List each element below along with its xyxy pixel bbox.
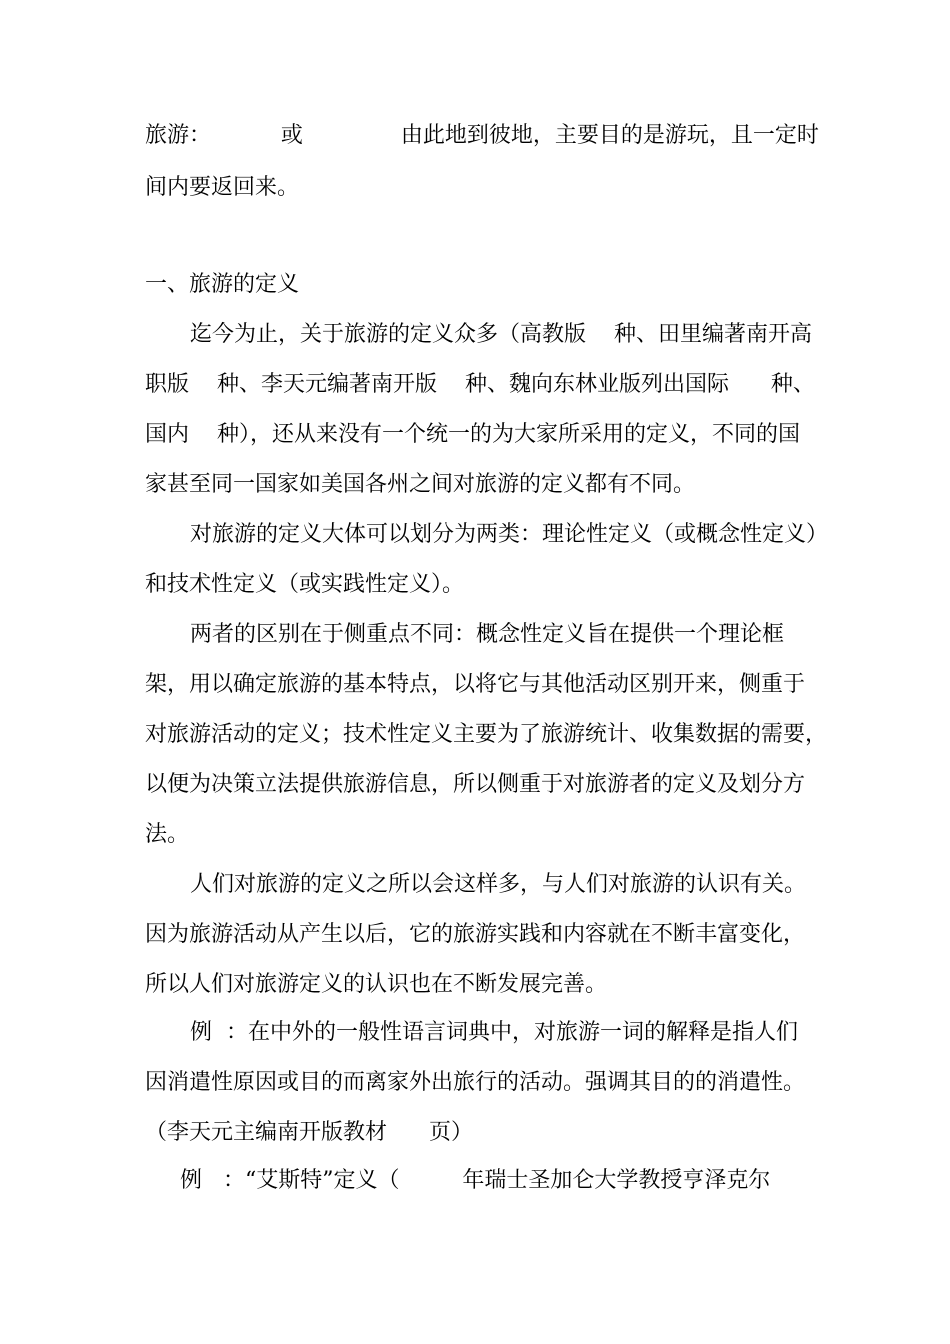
text-line: 法。 [145,822,190,847]
text-line: 对旅游活动的定义；技术性定义主要为了旅游统计、收集数据的需要， [145,722,828,747]
text-line: 对旅游的定义大体可以划分为两类：理论性定义（或概念性定义） [190,522,829,547]
text-line: 因为旅游活动从产生以后，它的旅游实践和内容就在不断丰富变化， [145,922,806,947]
text-line: 例 ：“艾斯特”定义（ 年瑞士圣加仑大学教授亨泽克尔 [180,1168,771,1193]
text-line: 架，用以确定旅游的基本特点，以将它与其他活动区别开来，侧重于 [145,672,806,697]
text-line: 两者的区别在于侧重点不同：概念性定义旨在提供一个理论框 [190,622,785,647]
text-line: 例 ：在中外的一般性语言词典中，对旅游一词的解释是指人们 [190,1020,798,1045]
text-line: 旅游： 或 由此地到彼地，主要目的是游玩，且一定时 [145,123,819,148]
text-line: （李天元主编南开版教材 页） [145,1120,473,1145]
text-line: 人们对旅游的定义之所以会这样多，与人们对旅游的认识有关。 [190,872,807,897]
text-line: 间内要返回来。 [145,175,300,200]
text-line: 以便为决策立法提供旅游信息，所以侧重于对旅游者的定义及划分方 [145,772,806,797]
section-heading: 一、旅游的定义 [145,272,300,297]
text-line: 因消遣性原因或目的而离家外出旅行的活动。强调其目的的消遣性。 [145,1070,806,1095]
text-line: 和技术性定义（或实践性定义）。 [145,572,465,597]
text-line: 所以人们对旅游定义的认识也在不断发展完善。 [145,972,608,997]
text-line: 职版 种、李天元编著南开版 种、魏向东林业版列出国际 种、 [145,372,815,397]
text-line: 国内 种），还从来没有一个统一的为大家所采用的定义，不同的国 [145,422,800,447]
text-line: 家甚至同一国家如美国各州之间对旅游的定义都有不同。 [145,472,696,497]
text-line: 迄今为止，关于旅游的定义众多（高教版 种、田里编著南开高 [190,322,812,347]
